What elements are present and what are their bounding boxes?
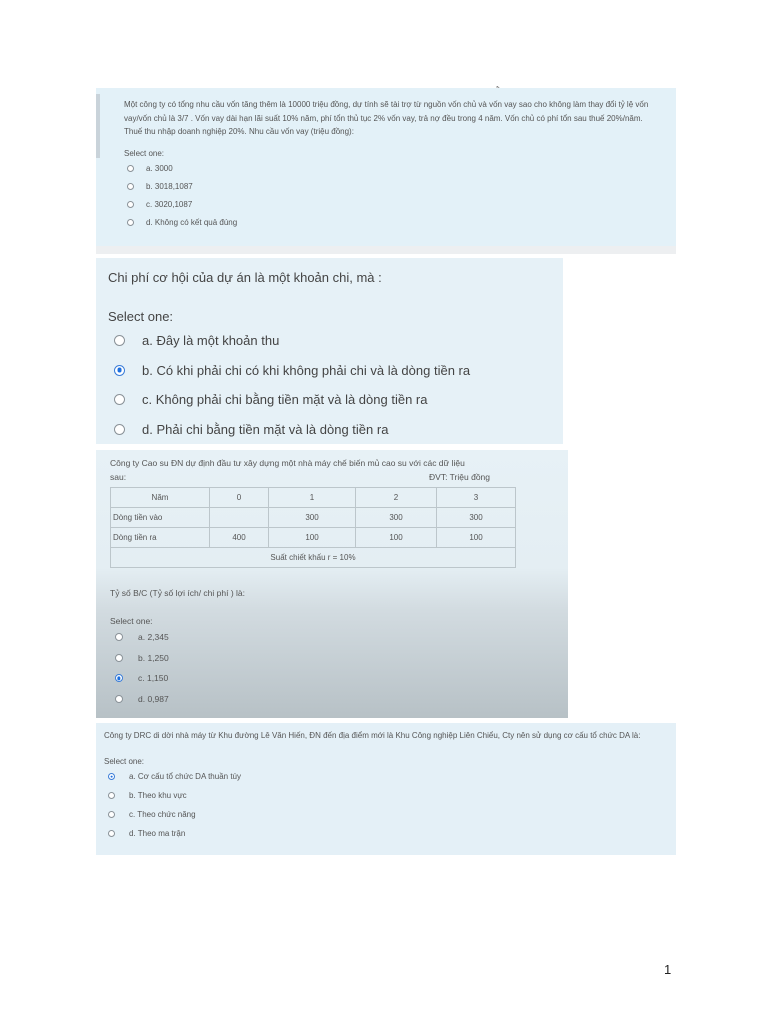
radio-button-icon[interactable] [114,335,125,346]
question-1-card [96,88,676,248]
question-4-text: Công ty DRC di dời nhà máy từ Khu đường Lê Văn Hiến, ĐN đến địa điểm mới là Khu Công nghiệp Liên Chiểu, Cty nên sử dụng cơ cấu tổ chức DA là: [104,731,641,740]
question-2-option-a[interactable] [108,326,551,356]
question-1-option-a[interactable] [124,160,662,178]
question-1-option-d[interactable] [124,214,662,232]
table-cell: 100 [356,528,437,548]
table-header-cell: 1 [269,488,356,508]
option-label: c. Không phải chi bằng tiền mặt và là dòng tiền ra [142,392,428,408]
question-4-options [104,767,668,843]
option-label: d. Không có kết quả đúng [146,218,238,227]
radio-button-icon[interactable] [114,394,125,405]
question-4-option-d[interactable] [104,824,668,843]
question-4-select-label: Select one: [104,757,145,766]
question-3-prompt: Tỷ số B/C (Tỷ số lợi ích/ chi phí ) là: [110,588,245,598]
option-label: b. Theo khu vực [129,791,187,800]
option-label: a. Cơ cấu tổ chức DA thuần túy [129,772,241,781]
question-1-bottom-edge [96,246,676,254]
page-number: 1 [664,962,672,977]
option-label: c. 3020,1087 [146,200,193,209]
table-cell [210,508,269,528]
table-cell: 300 [269,508,356,528]
table-cell: 100 [437,528,516,548]
option-label: d. 0,987 [138,693,169,704]
table-cell: Dòng tiền vào [111,508,210,528]
radio-button-icon[interactable] [108,811,115,818]
radio-button-icon[interactable] [127,219,134,226]
question-2-options [108,326,551,444]
question-1-option-c[interactable] [124,196,662,214]
question-3-option-b[interactable] [110,648,554,669]
radio-button-icon[interactable] [127,201,134,208]
question-1-text: Một công ty có tổng nhu cầu vốn tăng thêm là 10000 triệu đồng, dự tính sẽ tài trợ từ nguồn vốn chủ và vốn vay sao cho không làm thay đổi tỷ lệ vốn vay/vốn chủ là 3/7 . Vốn vay dài hạn lãi suất 10% năm, phí tổn thủ tục 2% vốn vay, trả nợ đều trong 4 năm. Vốn chủ có phí tổn sau thuế 20%/năm. Thuế thu nhập doanh nghiệp 20%. Nhu cầu vốn vay (triệu đồng): [124,100,649,136]
question-3-text-row-2 [110,470,490,484]
unit-label: ĐVT: Triệu đồng [429,472,490,482]
table-header-cell: 3 [437,488,516,508]
question-1-option-b[interactable] [124,178,662,196]
table-header-cell: 2 [356,488,437,508]
option-label: a. 3000 [146,164,173,173]
table-cell: 100 [269,528,356,548]
question-3-select-label: Select one: [110,616,153,626]
table-cell: 300 [437,508,516,528]
question-4-option-a[interactable] [104,767,668,786]
radio-button-icon[interactable] [115,695,123,703]
question-2-text: Chi phí cơ hội của dự án là một khoản chi, mà : [108,270,382,285]
question-4-card [96,723,676,855]
radio-button-icon[interactable] [115,654,123,662]
cashflow-table [110,487,516,568]
table-row [111,508,516,528]
question-2-select-label: Select one: [108,309,174,324]
radio-button-icon[interactable] [108,830,115,837]
question-1-left-bar [96,94,100,158]
question-3-option-d[interactable] [110,689,554,710]
table-cell: 400 [210,528,269,548]
option-label: c. Theo chức năng [129,810,196,819]
option-label: c. 1,150 [138,673,169,684]
question-3-option-a[interactable] [110,627,554,648]
question-3-options [110,627,554,709]
radio-button-checked-icon[interactable] [115,674,123,682]
question-2-option-b[interactable] [108,356,551,386]
option-label: b. 3018,1087 [146,182,193,191]
option-label: b. Có khi phải chi có khi không phải chi và là dòng tiền ra [142,362,471,378]
radio-button-checked-icon[interactable] [108,773,115,780]
question-3-option-c[interactable] [110,668,554,689]
option-label: a. Đây là một khoản thu [142,333,280,349]
radio-button-icon[interactable] [115,633,123,641]
question-2-option-d[interactable] [108,415,551,445]
question-3-text-cont: sau: [110,472,127,482]
radio-button-checked-icon[interactable] [114,365,125,376]
question-2-card [96,258,563,444]
table-header-cell: Năm [111,488,210,508]
question-2-option-c[interactable] [108,385,551,415]
option-label: d. Phải chi bằng tiền mặt và là dòng tiền ra [142,421,389,437]
question-4-option-b[interactable] [104,786,668,805]
discount-rate-cell: Suất chiết khấu r = 10% [111,548,516,568]
question-3-card [96,450,568,718]
table-row [111,528,516,548]
radio-button-icon[interactable] [114,424,125,435]
question-1-select-label: Select one: [124,148,165,158]
option-label: a. 2,345 [138,632,169,643]
question-1-options [124,160,662,232]
table-header-row [111,488,516,508]
table-header-cell: 0 [210,488,269,508]
radio-button-icon[interactable] [108,792,115,799]
table-footer-row [111,548,516,568]
question-3-text: Công ty Cao su ĐN dự định đầu tư xây dựng một nhà máy chế biến mủ cao su với các dữ liệu [110,458,465,468]
option-label: b. 1,250 [138,652,169,663]
radio-button-icon[interactable] [127,165,134,172]
radio-button-icon[interactable] [127,183,134,190]
question-4-option-c[interactable] [104,805,668,824]
table-cell: Dòng tiền ra [111,528,210,548]
table-cell: 300 [356,508,437,528]
option-label: d. Theo ma trận [129,829,186,838]
